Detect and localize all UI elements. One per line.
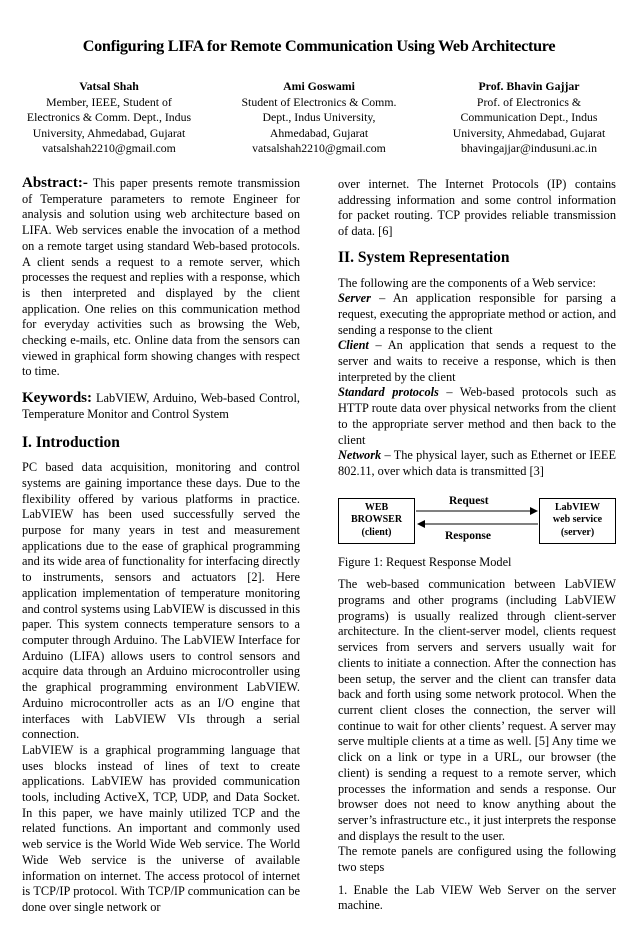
term-protocols: Standard protocols	[338, 385, 439, 400]
author-email: vatsalshah2210@gmail.com	[42, 141, 176, 156]
server-box-line: web service	[552, 514, 603, 526]
system-heading: II. System Representation	[338, 248, 510, 266]
intro-heading: I. Introduction	[22, 433, 120, 451]
client-box-line: (client)	[361, 526, 392, 538]
author-name: Ami Goswami	[283, 79, 355, 93]
client-box-line: BROWSER	[350, 514, 403, 526]
client-box	[338, 498, 415, 544]
author-affiliation-line: Electronics & Comm. Dept., Indus	[26, 110, 192, 125]
abstract-heading: Abstract:-	[22, 175, 88, 191]
server-box	[539, 498, 616, 544]
author-block-2	[214, 79, 424, 157]
author-affiliation-line: University, Ahmedabad, Gujarat	[452, 125, 606, 140]
component-client	[338, 338, 616, 385]
author-block-3	[424, 79, 634, 157]
author-affiliation-line: Ahmedabad, Gujarat	[269, 125, 369, 140]
term-client: Client	[338, 338, 369, 353]
body-paragraph-3: The remote panels are configured using the following two steps	[338, 844, 616, 875]
paper-title: Configuring LIFA for Remote Communication Using Web Architecture	[82, 37, 556, 55]
keywords-paragraph	[22, 391, 300, 422]
client-box-line: WEB	[364, 501, 389, 513]
author-email: vatsalshah2210@gmail.com	[252, 141, 386, 156]
body-paragraph-2: The web-based communication between LabVIEW programs and other programs (including LabVIEW programs) is usually realized through client-server architecture. In the client-server model, clients request services from servers and servers usually wait for clients to initiate a connection. After the connection has been setup, the server and the client can transfer data back and forth using some network protocol. When the current client closes the connection, the server will continue to wait for other clients’ request. A server may serve multiple clients at a time as well. [5] Any time we click on a link or type in a URL, our browser (the client) is sending a request to a remote server, which processes the information and sends a response. Our browser does not need to know anything about the server’s infrastructure etc., it just interprets the response and displays the result to the user.	[338, 577, 616, 843]
author-affiliation-line: Dept., Indus University,	[262, 110, 376, 125]
def-network: – The physical layer, such as Ethernet or IEEE 802.11, over which data is transmitted [3]	[338, 448, 616, 478]
server-box-line: (server)	[560, 526, 595, 538]
step-1: 1. Enable the Lab VIEW Web Server on the server machine.	[338, 882, 616, 913]
def-protocols: – Web-based protocols such as HTTP route data over physical networks from the client to the appropriate server method and then back to the client	[338, 385, 616, 447]
author-affiliation-line: Communication Dept., Indus	[460, 110, 598, 125]
right-column	[338, 177, 616, 914]
keywords-text: LabVIEW, Arduino, Web-based Control, Temperature Monitor and Control System	[22, 391, 300, 421]
server-box-line: LabVIEW	[554, 501, 600, 513]
left-column	[22, 176, 300, 916]
def-client: – An application that sends a request to the server and waits to receive a response, which is then interpreted by the client	[338, 338, 616, 384]
author-name: Prof. Bhavin Gajjar	[478, 79, 580, 93]
request-label: Request	[449, 494, 489, 507]
author-name: Vatsal Shah	[79, 79, 139, 93]
def-server: – An application responsible for parsing a request, executing the appropriate method or action, and sending a response to the client	[338, 291, 616, 337]
continued-paragraph: over internet. The Internet Protocols (IP) contains addressing information and some control information for packet routing. TCP provides reliable transmission of data. [6]	[338, 177, 616, 239]
component-server	[338, 291, 616, 338]
figure-caption: Figure 1: Request Response Model	[338, 554, 512, 569]
intro-paragraph-2: LabVIEW is a graphical programming language that uses blocks instead of lines of text to create applications. LabVIEW has provided communication tools, including ActiveX, TCP, UDP, and Data Socket. In this paper, we have mainly utilized TCP and the related functions. An important and commonly used web service is the World Wide Web service. The World Wide Web service is the universe of available information on internet. The access protocol of internet is TCP/IP protocol. With TCP/IP communication can be done over single network or	[22, 742, 300, 914]
response-label: Response	[445, 529, 492, 542]
request-response-figure	[338, 491, 616, 549]
author-block-1	[4, 79, 214, 157]
component-network	[338, 448, 616, 479]
keywords-heading: Keywords:	[22, 390, 92, 407]
author-affiliation-line: Student of Electronics & Comm.	[241, 94, 397, 109]
author-email: bhavingajjar@indusuni.ac.in	[460, 141, 597, 156]
term-network: Network	[338, 448, 382, 463]
author-affiliation-line: University, Ahmedabad, Gujarat	[32, 125, 186, 140]
author-affiliation-line: Prof. of Electronics &	[476, 94, 582, 109]
term-server: Server	[338, 291, 371, 306]
components-intro: The following are the components of a Web service:	[338, 275, 596, 290]
abstract-paragraph	[22, 176, 300, 380]
intro-paragraph-1: PC based data acquisition, monitoring and control systems are gaining importance these days. Due to the flexibility offered by various platforms in practice. LabVIEW has been used successfully served the purpose for many years in test and measurement applications due to the ease of graphical programming and its wide area of functionality for interfacing directly to instruments, sensors and actuators [2]. Here application implementation of temperature monitoring and control systems using LabVIEW is discussed in this paper. This system connects temperature sensors to a computer through Arduino. The LabVIEW Interface for Arduino (LIFA) allows users to control sensors and acquire data through an Arduino microcontroller using the graphical programming environment LabVIEW. Arduino microcontroller acts as an I/O engine that interfaces with LabVIEW VIs through a serial connection.	[22, 460, 300, 742]
abstract-text: This paper presents remote transmission of Temperature parameters to remote Engineer for analysis and solution using web architecture based on LIFA. Web services enable the invocation of a method on a remote target using standard Web-based protocols. A client sends a request to a remote server, which processes the request and replies with a response, which is then interpreted and displayed by the client application. One relies on this communication method for everyday activities such as browsing the Web, checking e-mails, etc. Online data from the sensors can viewed in graphical form showing changes with respect to time.	[22, 176, 300, 379]
author-affiliation-line: Member, IEEE, Student of	[46, 94, 172, 109]
component-protocols	[338, 385, 616, 448]
